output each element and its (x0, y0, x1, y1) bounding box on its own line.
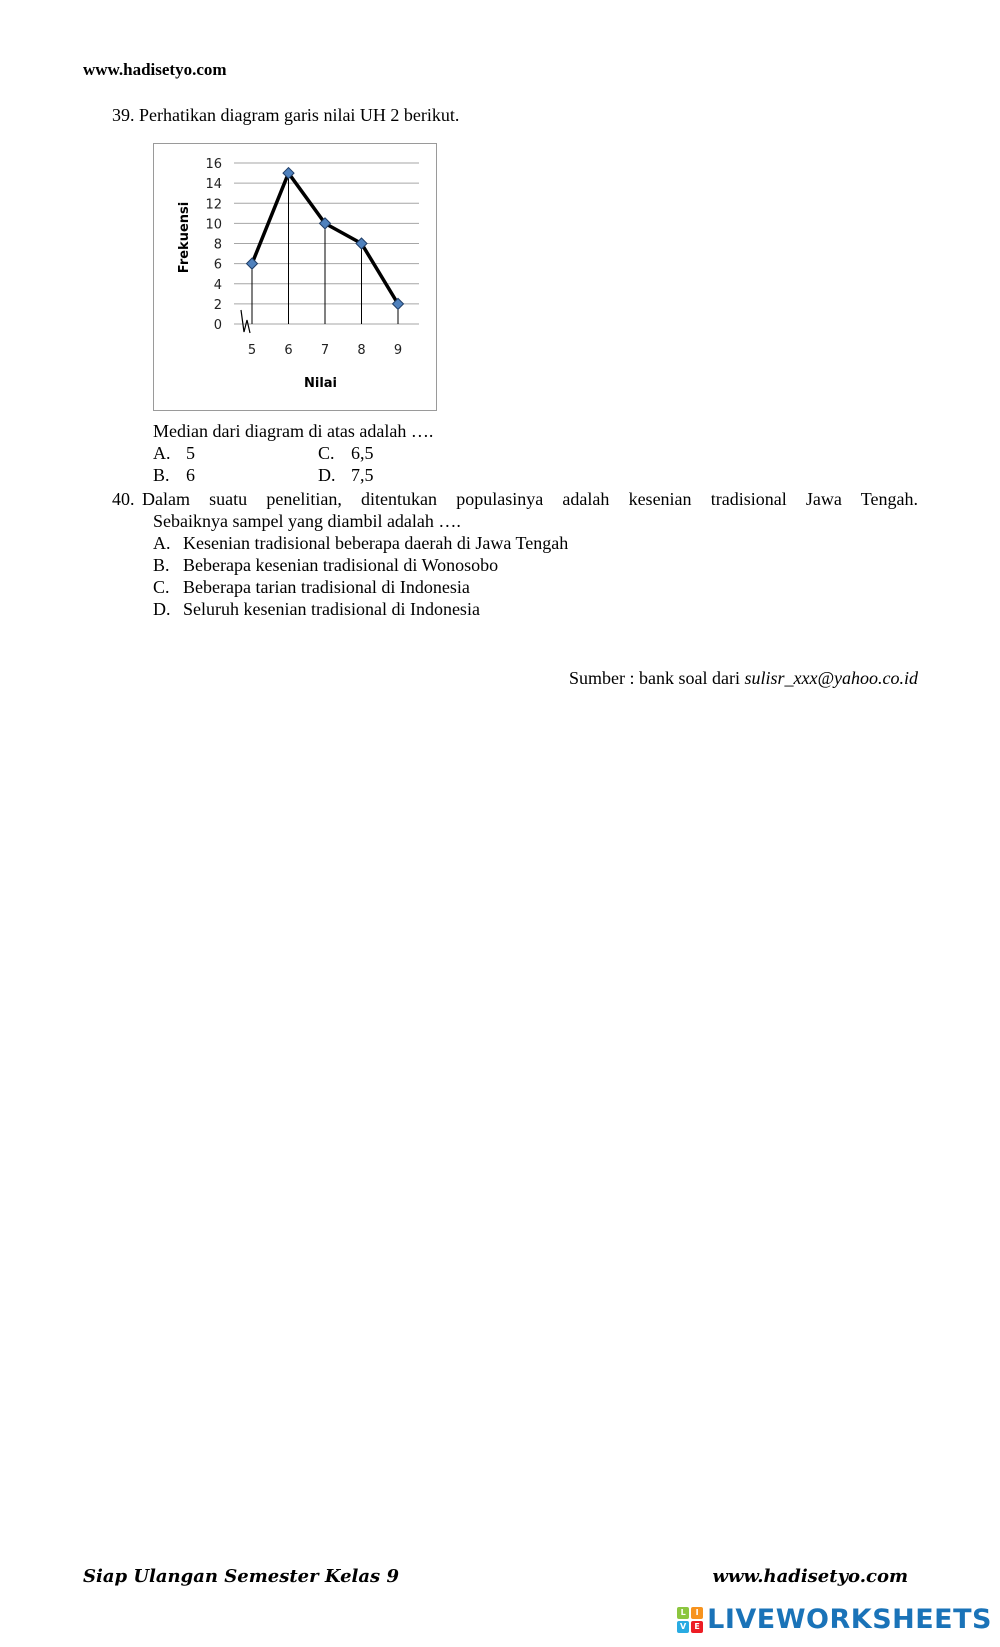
x-tick-label: 8 (357, 343, 366, 358)
q39-option-d[interactable] (318, 464, 374, 486)
liveworksheets-logo-icon: L I V E (677, 1607, 703, 1633)
x-tick-label: 5 (247, 343, 257, 358)
q40-option-d[interactable] (153, 598, 480, 620)
q40-option-text: Kesenian tradisional beberapa daerah di Jawa Tengah (183, 533, 569, 553)
question-40-line-2: Sebaiknya sampel yang diambil adalah …. (153, 511, 461, 531)
y-tick-label: 14 (205, 177, 222, 193)
q40-option-a[interactable] (153, 532, 569, 554)
q40-option-text: Seluruh kesenian tradisional di Indonesia (183, 599, 480, 619)
x-tick-label: 9 (393, 343, 403, 358)
q39-option-value: 6 (186, 465, 195, 485)
y-tick-label: 0 (213, 318, 222, 333)
footer-site: www.hadisetyo.com (712, 1566, 908, 1587)
y-tick-label: 12 (205, 197, 222, 213)
q40-option-letter: D. (153, 599, 171, 619)
x-tick-label: 7 (320, 343, 330, 358)
q40-option-b[interactable] (153, 554, 499, 576)
source-email: sulisr_xxx@yahoo.co.id (744, 668, 918, 688)
q39-option-value: 6,5 (351, 443, 374, 463)
q40-option-letter: B. (153, 555, 170, 575)
q40-option-letter: C. (153, 577, 170, 597)
source-credit (569, 668, 918, 689)
footer-title: Siap Ulangan Semester Kelas 9 (83, 1566, 399, 1587)
q39-option-value: 5 (186, 443, 195, 463)
q39-option-value: 7,5 (351, 465, 374, 485)
q39-option-b[interactable] (153, 464, 195, 486)
x-tick-label: 6 (284, 343, 293, 358)
axis-break-mark (241, 310, 250, 333)
q39-option-letter: D. (318, 465, 336, 485)
y-tick-label: 8 (213, 237, 222, 253)
y-tick-label: 6 (213, 257, 222, 273)
y-tick-label: 16 (205, 157, 222, 172)
question-40-prompt (112, 488, 918, 510)
q40-option-letter: A. (153, 533, 171, 553)
y-axis-label: Frekuensi (177, 201, 192, 274)
liveworksheets-wordmark: LIVEWORKSHEETS (707, 1604, 992, 1635)
q40-option-text: Beberapa tarian tradisional di Indonesia (183, 577, 470, 597)
question-39-question: Median dari diagram di atas adalah …. (153, 421, 434, 441)
question-39-prompt (112, 104, 459, 126)
question-39-text: Perhatikan diagram garis nilai UH 2 berikut. (139, 105, 460, 125)
site-header: www.hadisetyo.com (83, 60, 227, 79)
data-point-marker (247, 258, 258, 269)
y-tick-label: 10 (205, 217, 222, 233)
q39-option-letter: A. (153, 443, 171, 463)
q39-option-letter: C. (318, 443, 335, 463)
line-chart (154, 144, 438, 412)
liveworksheets-watermark[interactable] (677, 1604, 992, 1635)
q40-option-c[interactable] (153, 576, 470, 598)
y-tick-label: 2 (213, 297, 222, 313)
line-chart-frame (153, 143, 437, 411)
x-axis-label: Nilai (303, 376, 338, 391)
q39-option-a[interactable] (153, 442, 195, 464)
q40-option-text: Beberapa kesenian tradisional di Wonosobo (183, 555, 499, 575)
question-40-number: 40. (112, 489, 135, 509)
question-40-line-1: Dalam suatu penelitian, ditentukan populasinya adalah kesenian tradisional Jawa Tengah. (142, 489, 918, 509)
y-tick-label: 4 (213, 277, 222, 293)
q39-option-letter: B. (153, 465, 170, 485)
source-prefix: Sumber : bank soal dari (569, 668, 745, 688)
q39-option-c[interactable] (318, 442, 374, 464)
question-39-number: 39. (112, 105, 135, 125)
